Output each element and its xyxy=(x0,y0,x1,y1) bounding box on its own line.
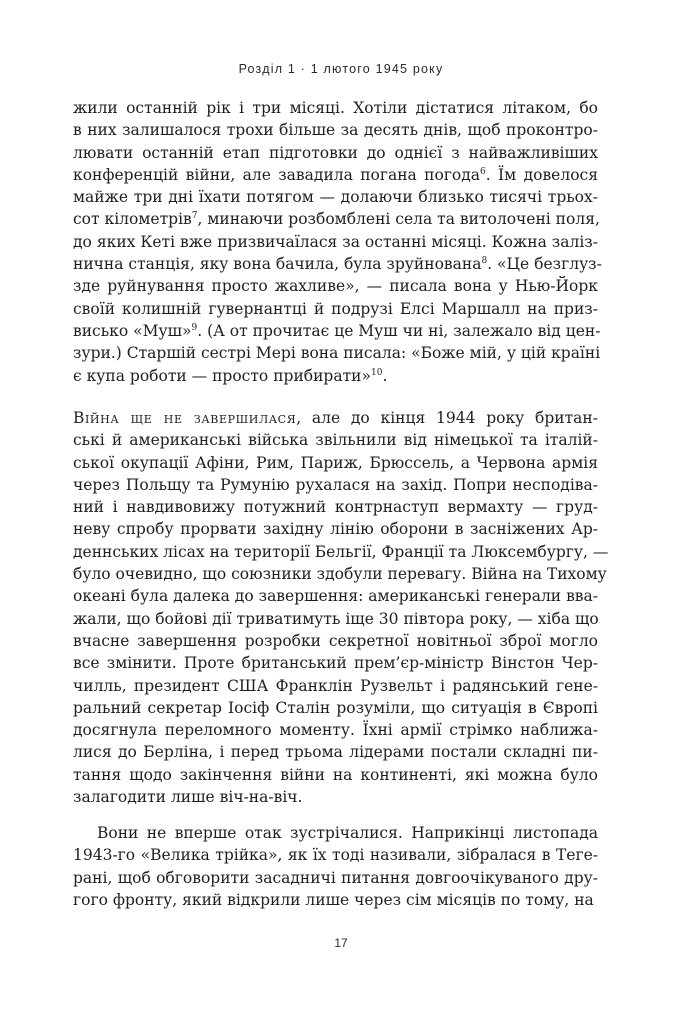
running-head: Розділ 1 · 1 лютого 1945 року xyxy=(238,62,444,76)
text-line xyxy=(73,867,598,889)
line-text: було очевидно, що союзники здобули перевагу. Війна на Тихому xyxy=(73,565,607,584)
line-text: ські й американські війська звільнили від німецької та італій- xyxy=(73,431,598,450)
text-line xyxy=(73,608,598,630)
line-text: все змінити. Проте британський прем’єр-міністр Вінстон Чер- xyxy=(73,654,598,673)
text-line xyxy=(73,97,598,119)
text-line xyxy=(73,275,598,297)
line-text: , минаючи розбомблені села та витолочені поля, xyxy=(197,210,600,229)
line-text: конференцій війни, але завадила погана погода xyxy=(73,165,481,184)
text-line xyxy=(73,186,598,208)
line-text: . (А от прочитає це Муш чи ні, залежало від цен- xyxy=(197,321,601,340)
text-line xyxy=(73,741,598,763)
text-line xyxy=(73,697,598,719)
footnote-ref: 8 xyxy=(481,256,488,267)
line-text: сот кілометрів xyxy=(73,210,192,229)
line-text: зури.) Старшій сестрі Мері вона писала: «Боже мій, у цій країні xyxy=(73,344,601,363)
line-text: океані була далека до завершення: американські генерали вва- xyxy=(73,587,598,606)
line-text: майже три дні їхати потягом — долаючи близько тисячі трьох- xyxy=(73,188,598,207)
text-line xyxy=(73,164,598,186)
text-line xyxy=(73,407,598,429)
text-line xyxy=(73,518,598,540)
text-line xyxy=(73,630,598,652)
footnote-ref: 7 xyxy=(191,211,198,222)
text-line xyxy=(73,563,607,585)
text-line xyxy=(73,541,609,563)
line-text: , але до кінця 1944 року британ- xyxy=(296,409,598,427)
line-text: ральний секретар Іосіф Сталін розуміли, що ситуація в Європі xyxy=(73,698,598,717)
footnote-ref: 6 xyxy=(480,166,486,177)
text-line xyxy=(73,496,598,518)
paragraph-2 xyxy=(73,407,609,808)
footnote-ref: 10 xyxy=(371,367,383,378)
line-text: деннських лісах на території Бельгії, Франції та Люксембургу, — xyxy=(73,542,609,561)
line-text: . «Це безглуз- xyxy=(487,255,602,274)
line-text: лися до Берліна, і перед трьома лідерами постали складні пи- xyxy=(73,743,598,762)
line-text: через Польщу та Румунію рухалася на захід. Попри несподіва- xyxy=(73,475,598,494)
line-text: вчасне завершення розробки секретної новітньої зброї могло xyxy=(73,631,598,650)
text-line xyxy=(73,675,598,697)
text-line xyxy=(73,452,598,474)
line-text: 1943-го «Велика трійка», як їх тоді називали, зібралася в Теге- xyxy=(73,846,598,865)
text-line xyxy=(73,652,598,674)
line-text: досягнула переломного моменту. Їхні армії стрімко наближа- xyxy=(73,721,598,740)
text-line xyxy=(73,142,598,164)
line-text: своїй колишній гувернантці й подрузі Елсі Маршалл на приз- xyxy=(73,299,598,318)
footnote-ref: 9 xyxy=(191,322,198,333)
line-text: ний і навдивовижу потужний контрнаступ вермахту — груд- xyxy=(73,498,598,517)
line-text: нична станція, яку вона бачила, була зруйнована xyxy=(73,255,482,274)
line-text: зде руйнування просто жахливе», — писала вона у Нью-Йорк xyxy=(73,277,598,296)
text-line xyxy=(73,429,598,451)
text-line xyxy=(73,208,598,230)
text-line xyxy=(73,719,598,741)
line-text: Вони не вперше отак зустрічалися. Наприкінці листопада xyxy=(97,824,598,842)
line-text: до яких Кеті вже призвичаїлася за останні місяці. Кожна заліз- xyxy=(73,232,598,251)
line-text: залагодити лише віч-на-віч. xyxy=(73,788,303,807)
line-text: є купа роботи — просто прибирати» xyxy=(73,366,371,385)
line-text: . Їм довелося xyxy=(485,165,598,184)
text-line xyxy=(73,231,598,253)
paragraph-1 xyxy=(73,97,602,387)
line-text: висько «Муш» xyxy=(73,321,192,340)
text-line xyxy=(73,822,598,844)
text-line xyxy=(73,844,598,866)
line-text: жили останній рік і три місяці. Хотіли дістатися літаком, бо xyxy=(73,99,598,117)
line-text: чилль, президент США Франклін Рузвельт і радянський гене- xyxy=(73,676,598,695)
line-text: ської окупації Афіни, Рим, Париж, Брюссель, а Червона армія xyxy=(73,453,598,472)
page-number: 17 xyxy=(334,936,348,950)
line-text: гого фронту, який відкрили лише через сім місяців по тому, на xyxy=(73,890,594,909)
line-text: . xyxy=(382,366,388,385)
text-line xyxy=(73,786,598,808)
text-line xyxy=(73,585,598,607)
section-lead-in: Війна ще не завершилася xyxy=(73,409,297,427)
text-line xyxy=(73,342,601,364)
text-line xyxy=(73,253,602,275)
text-line xyxy=(73,365,598,387)
line-text: тання щодо закінчення війни на континенті, які можна було xyxy=(73,765,598,784)
text-line xyxy=(73,119,598,141)
text-line xyxy=(73,320,601,342)
line-text: неву спробу прорвати західну лінію оборони в засніжених Ар- xyxy=(73,520,598,539)
text-line xyxy=(73,764,598,786)
text-line xyxy=(73,298,598,320)
text-line xyxy=(73,474,598,496)
text-line xyxy=(73,889,598,911)
line-text: рані, щоб обговорити засадничі питання довгоочікуваного дру- xyxy=(73,868,598,887)
line-text: в них залишалося трохи більше за десять днів, щоб проконтро- xyxy=(73,121,598,140)
paragraph-3 xyxy=(73,822,598,911)
line-text: лювати останній етап підготовки до однієї з найважливіших xyxy=(73,143,598,162)
line-text: жали, що бойові дії триватимуть іще 30 півтора року, — хіба що xyxy=(73,609,599,628)
